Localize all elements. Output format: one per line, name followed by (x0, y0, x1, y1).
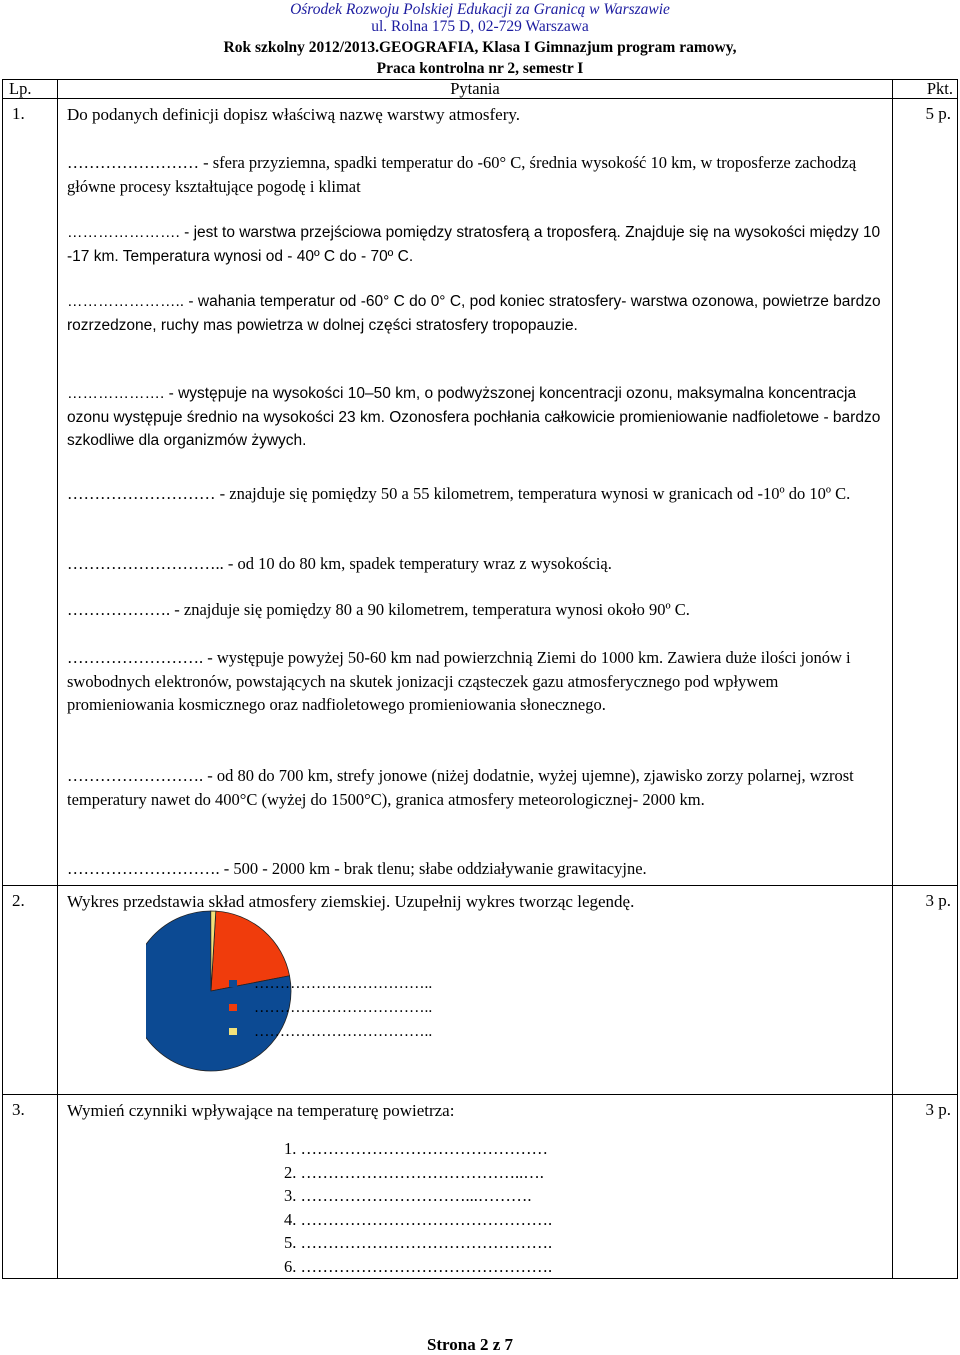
column-header-lp: Lp. (3, 80, 58, 99)
definition-ozonosphere: ………………. - występuje na wysokości 10–50 km, o podwyższonej koncentracji ozonu, maksymalna koncentracja ozonu występuje średnio na wysokości 23 km. Ozonosfera pochłania całkowicie promieniowanie nadfioletowe - bardzo szkodliwe dla organizmów żywych. (67, 385, 881, 449)
definition-exosphere: ………………………. - 500 - 2000 km - brak tlenu; słabe oddziaływanie grawitacyjne. (67, 859, 647, 878)
question-2-text: Wykres przedstawia skład atmosfery ziemskiej. Uzupełnij wykres tworząc legendę. (67, 892, 635, 911)
table-header-row (3, 80, 958, 99)
page-number: Strona 2 z 7 (426, 1335, 514, 1354)
definition-tropopause: …………………. - jest to warstwa przejściowa pomiędzy stratosferą a troposferą. Znajduje się na wysokości między 10 -17 km. Temperatura wynosi od - 40º C do - 70º C. (67, 224, 881, 265)
question-1-content (58, 99, 893, 886)
question-3-text: Wymień czynniki wpływające na temperaturę powietrza: (67, 1101, 455, 1120)
answer-line: 4. ………………………………………. (284, 1209, 553, 1229)
organization-address: ul. Rolna 175 D, 02-729 Warszawa (371, 18, 589, 35)
legend-item (254, 996, 432, 1020)
column-header-points: Pkt. (893, 80, 958, 99)
test-title: Praca kontrolna nr 2, semestr I (376, 60, 584, 77)
legend-swatch (229, 1004, 237, 1011)
definition-mesosphere: ……………………….. - od 10 do 80 km, spadek temperatury wraz z wysokością. (67, 554, 612, 573)
legend-blank: …………………………….. (254, 1023, 433, 1040)
question-2-row (3, 886, 958, 1095)
legend-item (254, 1020, 432, 1044)
answer-lines (284, 1137, 552, 1278)
question-1-number: 1. (3, 99, 58, 886)
question-3-points: 3 p. (893, 1095, 958, 1279)
column-header-questions: Pytania (58, 80, 893, 99)
answer-line: 3. …………………………...………. (284, 1186, 532, 1205)
question-1-text: Do podanych definicji dopisz właściwą nazwę warstwy atmosfery. (67, 105, 521, 124)
legend-blank: …………………………….. (254, 999, 433, 1016)
answer-line: 5. ………………………………………. (284, 1233, 553, 1252)
question-2-number: 2. (3, 886, 58, 1095)
answer-line: 1. ……………………………………… (284, 1139, 548, 1158)
question-3-content (58, 1095, 893, 1279)
definition-troposphere: …………………… - sfera przyziemna, spadki temperatur do -60° C, średnia wysokość 10 km, w troposferze zachodzą główne procesy kształtujące pogodę i klimat (67, 153, 857, 196)
questions-table (2, 79, 958, 1279)
definition-thermosphere: ……………………. - od 80 do 700 km, strefy jonowe (niżej dodatnie, wyżej ujemne), zjawisko zorzy polarnej, wzrost temperatury nawet do 400°C (wyżej do 1500°C), granica atmosfery meteorologicznej- 2000 km. (67, 766, 854, 809)
legend-blank: …………………………….. (254, 975, 433, 992)
legend-item (254, 972, 432, 996)
legend-swatch (229, 1028, 237, 1035)
organization-name: Ośrodek Rozwoju Polskiej Edukacji za Granicą w Warszawie (290, 1, 670, 18)
answer-line: 2. …………………………………..…. (284, 1162, 544, 1182)
definition-mesopause: ………………. - znajduje się pomiędzy 80 a 90 kilometrem, temperatura wynosi około 90º C. (67, 600, 690, 619)
definition-stratosphere: ………………….. - wahania temperatur od -60° C do 0° C, pod koniec stratosfery- warstwa ozonowa, powietrze bardzo rozrzedzone, ruchy mas powietrza w dolnej części stratosfery tropopauzie. (67, 293, 881, 334)
question-2-points: 3 p. (893, 886, 958, 1095)
school-year-subject: Rok szkolny 2012/2013.GEOGRAFIA, Klasa I Gimnazjum program ramowy, (223, 39, 737, 56)
legend-swatch (229, 980, 237, 987)
question-2-content (58, 886, 893, 1095)
question-1-row (3, 99, 958, 886)
pie-legend (254, 972, 432, 1044)
definition-ionosphere: ……………………. - występuje powyżej 50-60 km nad powierzchnią Ziemi do 1000 km. Zawiera duże ilości jonów i swobodnych elektronów, powstających na skutek jonizacji cząsteczek gazu atmosferycznego pod wpływem promieniowania kosmicznego oraz nadfioletowego promieniowania słonecznego. (67, 648, 851, 714)
question-3-row (3, 1095, 958, 1279)
answer-line: 6. ………………………………………. (284, 1256, 553, 1276)
question-3-number: 3. (3, 1095, 58, 1279)
definition-stratopause: ……………………… - znajduje się pomiędzy 50 a 55 kilometrem, temperatura wynosi w granicach od -10º do 10º C. (67, 484, 851, 503)
question-1-points: 5 p. (893, 99, 958, 886)
